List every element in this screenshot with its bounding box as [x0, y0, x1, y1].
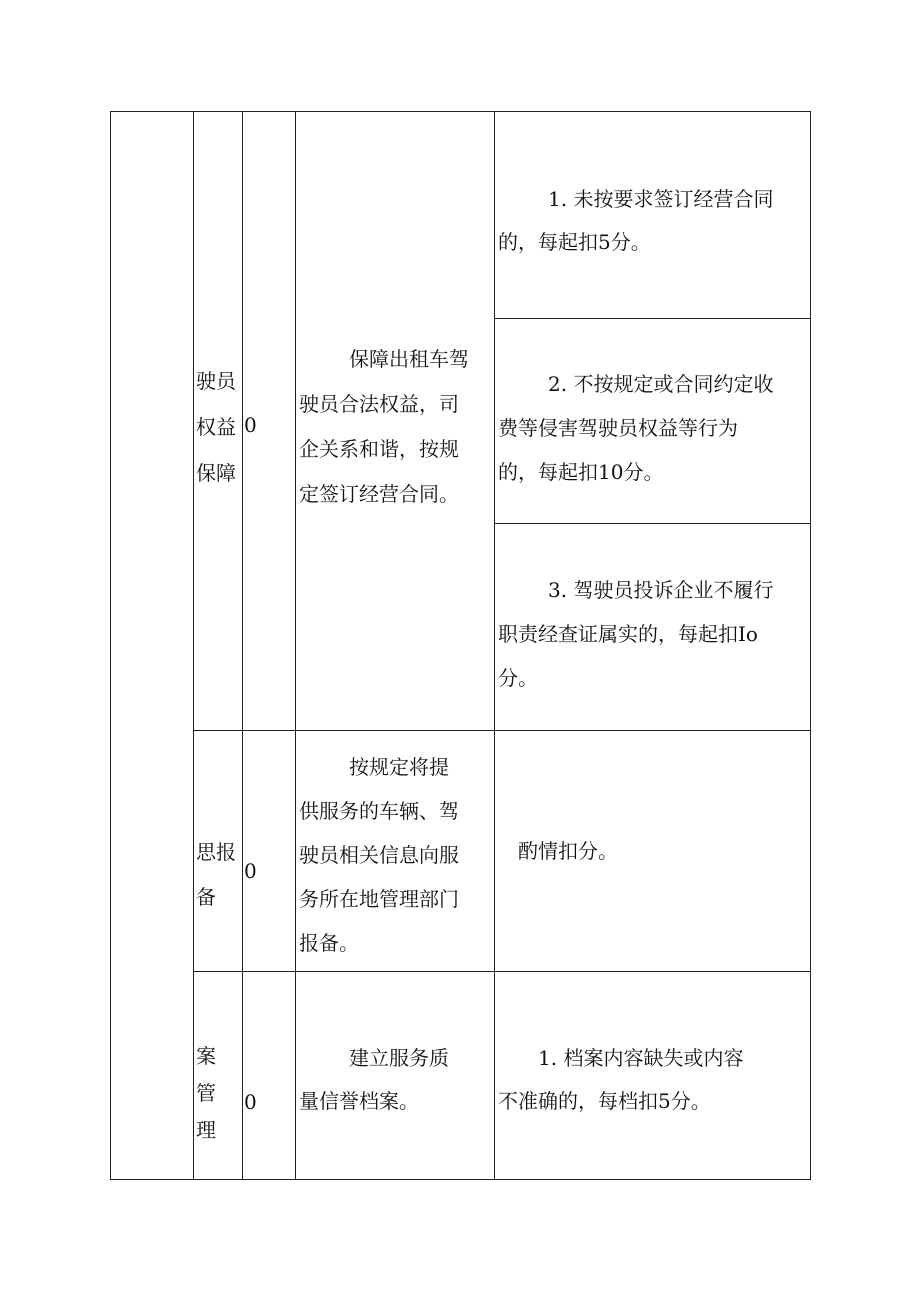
- criteria-line: 的，每起扣10分。: [498, 460, 664, 484]
- category-cell: [196, 366, 236, 488]
- table-border-bottom: [110, 1179, 811, 1180]
- requirement-line: 企关系和谐，按规: [299, 437, 459, 461]
- requirement-line: 保障出租车驾: [349, 347, 469, 371]
- criteria-line: 1. 档案内容缺失或内容: [538, 1046, 744, 1070]
- criteria-divider-2: [494, 523, 811, 524]
- column-divider-4: [494, 111, 495, 1180]
- row-divider-1: [193, 730, 811, 731]
- category-line: 备: [196, 885, 216, 909]
- column-divider-2: [242, 111, 243, 1180]
- criteria-cell: [498, 1043, 743, 1116]
- criteria-line: 酌情扣分。: [518, 839, 618, 863]
- category-line: 理: [196, 1118, 216, 1142]
- criteria-cell: [498, 575, 773, 693]
- criteria-line: 费等侵害驾驶员权益等行为: [498, 416, 738, 440]
- criteria-divider-1: [494, 318, 811, 319]
- requirement-line: 定签订经营合同。: [299, 482, 459, 506]
- criteria-line: 3. 驾驶员投诉企业不履行: [548, 578, 774, 602]
- score-cell: 0: [244, 413, 257, 437]
- category-line: 保障: [196, 461, 236, 485]
- category-line: 管: [196, 1081, 216, 1105]
- column-divider-3: [295, 111, 296, 1180]
- category-line: 思报: [196, 840, 236, 864]
- score-cell: 0: [244, 1090, 257, 1114]
- table-border-top: [110, 111, 811, 112]
- requirement-line: 驶员合法权益，司: [299, 392, 459, 416]
- criteria-line: 不准确的，每档扣5分。: [498, 1089, 711, 1113]
- requirement-line: 量信誉档案。: [299, 1089, 419, 1113]
- category-line: 权益: [196, 415, 236, 439]
- requirement-line: 建立服务质: [349, 1046, 449, 1070]
- requirement-line: 供服务的车辆、驾: [299, 799, 459, 823]
- requirement-cell: [299, 344, 469, 509]
- criteria-cell: [518, 836, 618, 866]
- requirement-cell: [299, 1043, 449, 1116]
- criteria-line: 1. 未按要求签订经营合同: [548, 187, 774, 211]
- column-divider-1: [193, 111, 194, 1180]
- category-cell: [196, 1041, 216, 1145]
- requirement-line: 务所在地管理部门: [299, 887, 459, 911]
- criteria-line: 的，每起扣5分。: [498, 230, 651, 254]
- category-cell: [196, 837, 236, 912]
- requirement-line: 驶员相关信息向服: [299, 843, 459, 867]
- criteria-cell: [498, 369, 773, 487]
- criteria-cell: [498, 184, 773, 257]
- category-line: 案: [196, 1044, 216, 1068]
- table-border-right: [810, 111, 811, 1180]
- requirement-cell: [299, 752, 459, 958]
- score-cell: 0: [244, 859, 257, 883]
- criteria-line: 分。: [498, 666, 538, 690]
- category-line: 驶员: [196, 369, 236, 393]
- requirement-line: 报备。: [299, 931, 359, 955]
- table-border-left: [110, 111, 111, 1180]
- criteria-line: 2. 不按规定或合同约定收: [548, 372, 774, 396]
- criteria-line: 职责经查证属实的，每起扣Io: [498, 622, 758, 646]
- row-divider-2: [193, 971, 811, 972]
- requirement-line: 按规定将提: [349, 755, 449, 779]
